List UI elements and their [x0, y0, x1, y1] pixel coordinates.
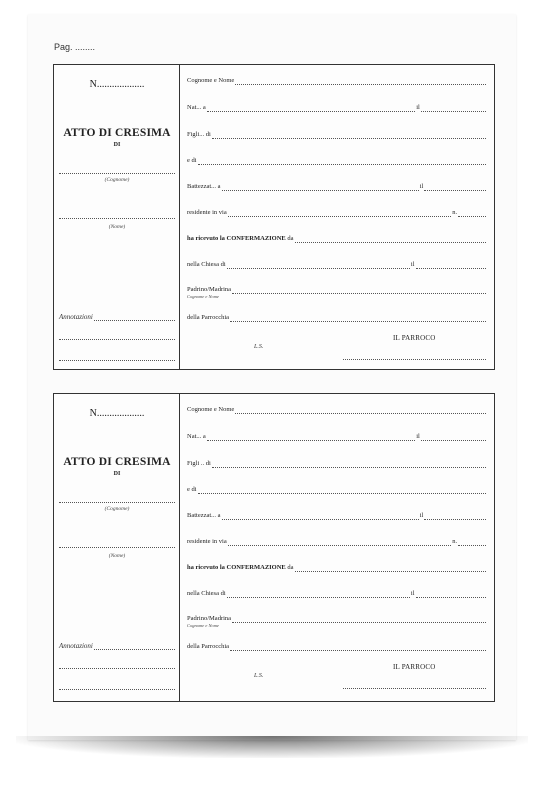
field-parrocchia[interactable]: della Parrocchia [187, 313, 487, 322]
field-battezzato[interactable]: Battezzat... a il [187, 182, 487, 191]
signature-line[interactable] [343, 359, 486, 360]
cognome-line[interactable] [59, 502, 175, 503]
cognome-caption: (Cognome) [104, 506, 130, 512]
field-nella-chiesa[interactable]: nella Chiesa di il [187, 589, 487, 598]
field-padrino[interactable]: Padrino/Madrina [187, 285, 487, 294]
annotazioni-line-3[interactable] [59, 360, 175, 361]
field-nato[interactable]: Nat... a il [187, 432, 487, 441]
form-title: ATTO DI CRESIMA [63, 127, 171, 139]
field-ha-ricevuto[interactable]: ha ricevuto la CONFERMAZIONE da [187, 234, 487, 243]
annotazioni-line-2[interactable] [59, 339, 175, 340]
field-e-di[interactable]: e di [187, 156, 487, 165]
record-number: N................... [89, 408, 145, 419]
form-stub [54, 394, 180, 701]
annotazioni-line-2[interactable] [59, 668, 175, 669]
annotazioni-field[interactable] [59, 642, 175, 650]
field-figli[interactable]: Figli .. di [187, 459, 487, 468]
annotazioni-label: Annotazioni [59, 642, 93, 650]
annotazioni-label: Annotazioni [59, 313, 93, 321]
nome-line[interactable] [59, 547, 175, 548]
annotazioni-line-3[interactable] [59, 689, 175, 690]
field-cognome-nome[interactable]: Cognome e Nome [187, 405, 487, 414]
parroco-label: IL PARROCO [393, 663, 436, 671]
field-residente[interactable]: residente in via n. [187, 537, 487, 546]
form-title-sub: DI [113, 471, 121, 477]
annotazioni-field[interactable] [59, 313, 175, 321]
nome-caption: (Nome) [108, 224, 126, 230]
form-stub [54, 65, 180, 369]
form-body [180, 394, 494, 701]
cognome-line[interactable] [59, 173, 175, 174]
cognome-caption: (Cognome) [104, 177, 130, 183]
seal-label: L.S. [254, 344, 264, 350]
record-number: N................... [89, 79, 145, 90]
form-title-sub: DI [113, 142, 121, 148]
confirmation-form-2 [53, 393, 495, 702]
parroco-label: IL PARROCO [393, 334, 436, 342]
confirmation-form-1 [53, 64, 495, 370]
padrino-caption: Cognome e Nome [187, 623, 219, 628]
form-title: ATTO DI CRESIMA [63, 456, 171, 468]
field-parrocchia[interactable]: della Parrocchia [187, 642, 487, 651]
page-number-label: Pag. ........ [54, 42, 96, 52]
nome-caption: (Nome) [108, 553, 126, 559]
field-ha-ricevuto[interactable]: ha ricevuto la CONFERMAZIONE da [187, 563, 487, 572]
field-nato[interactable]: Nat... a il [187, 103, 487, 112]
nome-line[interactable] [59, 218, 175, 219]
field-e-di[interactable]: e di [187, 485, 487, 494]
field-battezzato[interactable]: Battezzat... a il [187, 511, 487, 520]
sheet-shadow [16, 736, 528, 758]
form-body [180, 65, 494, 369]
signature-line[interactable] [343, 688, 486, 689]
field-padrino[interactable]: Padrino/Madrina [187, 614, 487, 623]
field-nella-chiesa[interactable]: nella Chiesa di il [187, 260, 487, 269]
field-residente[interactable]: residente in via n. [187, 208, 487, 217]
field-cognome-nome[interactable]: Cognome e Nome [187, 76, 487, 85]
seal-label: L.S. [254, 673, 264, 679]
field-figli[interactable]: Figli... di [187, 130, 487, 139]
padrino-caption: Cognome e Nome [187, 294, 219, 299]
